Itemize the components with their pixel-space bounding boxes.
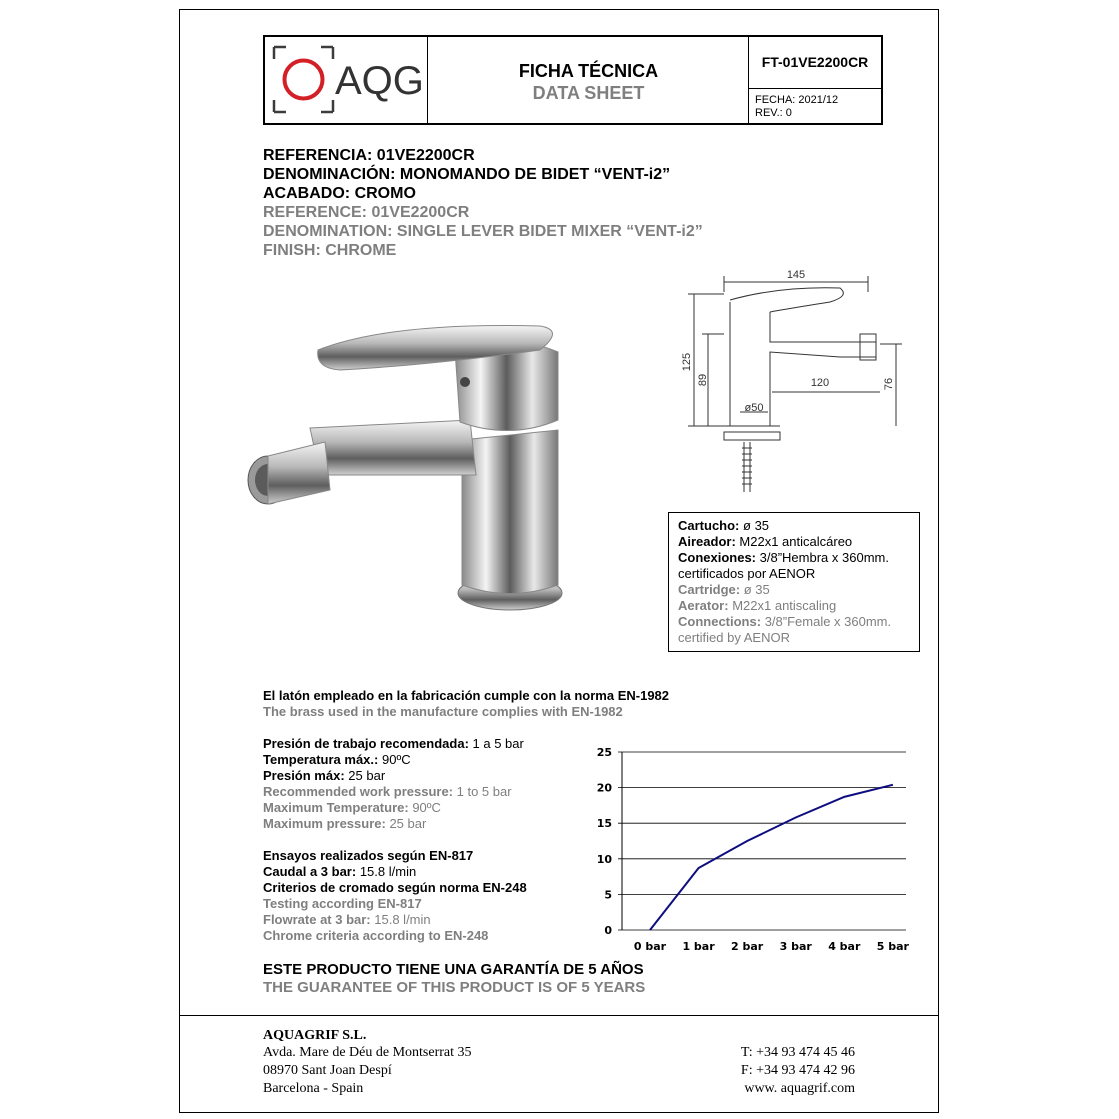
chart-y-tick-label: 10 <box>596 852 612 866</box>
product-photo <box>240 310 580 620</box>
code-cell <box>749 37 881 89</box>
chart-x-tick-label: 5 bar <box>876 940 909 953</box>
temperature-max-es: Temperatura máx.: 90ºC <box>263 752 411 767</box>
guarantee-es: ESTE PRODUCTO TIENE UNA GARANTÍA DE 5 AÑOS <box>263 961 644 978</box>
finish-en-line: FINISH: CHROME <box>263 242 397 259</box>
footer-address-2: 08970 Sant Joan Despí <box>263 1063 392 1078</box>
dim-spout-height-label: 76 <box>883 377 895 391</box>
guarantee-en: THE GUARANTEE OF THIS PRODUCT IS OF 5 YEARS <box>263 979 646 996</box>
chart-y-tick-label: 15 <box>596 817 612 831</box>
chart-x-ticks <box>634 940 910 953</box>
footer-fax: F: +34 93 474 42 96 <box>740 1063 855 1078</box>
spec-connections-es: Conexiones: 3/8”Hembra x 360mm. <box>678 550 889 565</box>
tests-es: Ensayos realizados según EN-817 <box>263 848 474 863</box>
title-cell <box>428 37 749 123</box>
spec-certified-es: certificados por AENOR <box>678 566 816 581</box>
reference-es-line: REFERENCIA: 01VE2200CR <box>263 147 475 164</box>
tests-en: Testing according EN-817 <box>263 896 422 911</box>
chart-x-tick-label: 2 bar <box>731 940 764 953</box>
footer-divider <box>179 1015 939 1016</box>
logo-cell <box>265 37 428 123</box>
chart-x-tick-label: 4 bar <box>828 940 861 953</box>
spec-cartridge-en: Cartridge: ø 35 <box>678 582 770 597</box>
flow-chart <box>590 740 920 960</box>
brass-en: The brass used in the manufacture complies with EN-1982 <box>263 704 623 719</box>
denomination-es-line: DENOMINACIÓN: MONOMANDO DE BIDET “VENT-i2” <box>263 166 671 183</box>
finish-es-line: ACABADO: CROMO <box>263 185 416 202</box>
reference-en-line: REFERENCE: 01VE2200CR <box>263 204 470 221</box>
spec-cartridge-es: Cartucho: ø 35 <box>678 518 770 533</box>
sheet-code: FT-01VE2200CR <box>761 54 869 70</box>
brand-text: AQG <box>335 59 424 103</box>
dim-spout-length-label: 120 <box>810 377 830 389</box>
chrome-criteria-en: Chrome criteria according to EN-248 <box>263 928 489 943</box>
flowrate-es: Caudal a 3 bar: 15.8 l/min <box>263 864 417 879</box>
pressure-work-en: Recommended work pressure: 1 to 5 bar <box>263 784 512 799</box>
spec-box <box>668 512 920 652</box>
chrome-criteria-es: Criterios de cromado según norma EN-248 <box>263 880 527 895</box>
footer-phone: T: +34 93 474 45 46 <box>740 1045 855 1060</box>
title-es: FICHA TÉCNICA <box>518 61 659 81</box>
technical-drawing <box>680 262 910 502</box>
denomination-en-line: DENOMINATION: SINGLE LEVER BIDET MIXER “VENT-i2” <box>263 223 703 240</box>
footer-web: www. aquagrif.com <box>744 1081 855 1096</box>
chart-x-tick-label: 1 bar <box>682 940 715 953</box>
footer-address-1: Avda. Mare de Déu de Montserrat 35 <box>263 1045 472 1060</box>
chart-series-line <box>650 785 893 930</box>
title-en: DATA SHEET <box>532 83 645 103</box>
brass-es: El latón empleado en la fabricación cumple con la norma EN-1982 <box>263 688 670 703</box>
chart-x-tick-label: 0 bar <box>633 940 667 953</box>
pressure-work-es: Presión de trabajo recomendada: 1 a 5 bar <box>263 736 524 751</box>
spec-connections-en: Connections: 3/8”Female x 360mm. <box>678 614 892 629</box>
flowrate-en: Flowrate at 3 bar: 15.8 l/min <box>263 912 431 927</box>
date-cell <box>749 89 881 123</box>
chart-grid <box>618 752 906 930</box>
chart-y-tick-label: 5 <box>604 888 612 902</box>
dim-width-label: 145 <box>786 269 806 281</box>
temperature-max-en: Maximum Temperature: 90ºC <box>263 800 441 815</box>
pressure-max-en: Maximum pressure: 25 bar <box>263 816 427 831</box>
header-table <box>263 35 883 125</box>
footer-company: AQUAGRIF S.L. <box>263 1028 367 1043</box>
spec-aerator-en: Aerator: M22x1 antiscaling <box>678 598 837 613</box>
dim-height-total-label: 125 <box>681 352 693 372</box>
chart-x-tick-label: 3 bar <box>779 940 812 953</box>
spec-certified-en: certified by AENOR <box>678 630 790 645</box>
footer-address-3: Barcelona - Spain <box>263 1081 364 1096</box>
pressure-max-es: Presión máx: 25 bar <box>263 768 386 783</box>
sheet-rev: REV.: 0 <box>755 107 792 119</box>
chart-y-tick-label: 0 <box>604 924 612 937</box>
chart-y-tick-label: 20 <box>596 781 612 795</box>
dim-base-label: ø50 <box>744 402 764 414</box>
spec-aerator-es: Aireador: M22x1 anticalcáreo <box>678 534 853 549</box>
dim-height-body-label: 89 <box>697 373 709 387</box>
chart-y-ticks <box>597 746 613 937</box>
chart-y-tick-label: 25 <box>596 746 612 759</box>
sheet-date: FECHA: 2021/12 <box>755 94 839 106</box>
